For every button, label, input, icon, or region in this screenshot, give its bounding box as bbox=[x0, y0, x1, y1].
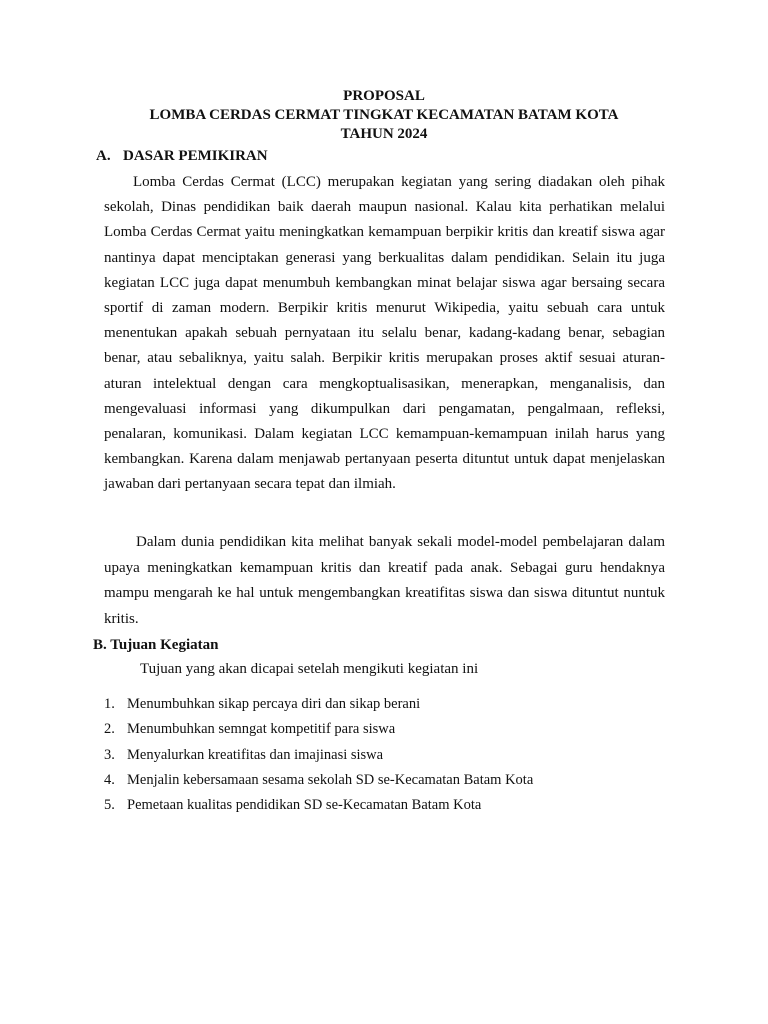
goal-list bbox=[104, 695, 533, 821]
document-title bbox=[0, 87, 768, 144]
section-a-paragraph-1: Lomba Cerdas Cermat (LCC) merupakan kegiatan yang sering diadakan oleh pihak sekolah, Dinas pendidikan baik daerah maupun nasional. Kalau kita perhatikan melalui Lomba Cerdas Cermat yaitu meningkatkan kemampuan berpikir kritis dan kreatif siswa agar nantinya dapat menciptakan generasi yang berkualitas dalam pendidikan. Selain itu juga kegiatan LCC juga dapat menumbuh kembangkan minat belajar siswa agar bersaing secara sportif di zaman modern. Berpikir kritis menurut Wikipedia, yaitu sebuah cara untuk menentukan apakah sebuah pernyataan itu selalu benar, kadang-kadang benar, sebagian benar, atau sebaliknya, yaitu salah. Berpikir kritis merupakan proses aktif sesuai aturan-aturan intelektual dengan cara mengkoptualisasikan, menerapkan, menganalisis, dan mengevaluasi informasi yang dikumpulkan dari pengamatan, pengalmaan, refleksi, penalaran, komunikasi. Dalam kegiatan LCC kemampuan-kemampuan inilah harus yang kembangkan. Karena dalam menjawab pertanyaan peserta dituntut untuk dapat menjelaskan jawaban dari pertanyaan secara tepat dan ilmiah. bbox=[104, 174, 665, 493]
list-item-number: 3. bbox=[104, 746, 115, 763]
list-item-number: 2. bbox=[104, 721, 115, 738]
title-line-proposal: PROPOSAL bbox=[343, 88, 425, 104]
list-item bbox=[104, 695, 533, 720]
list-item-number: 1. bbox=[104, 696, 115, 712]
list-item-text: Pemetaan kualitas pendidikan SD se-Kecamatan Batam Kota bbox=[127, 797, 482, 814]
list-item-text: Menjalin kebersamaan sesama sekolah SD se-Kecamatan Batam Kota bbox=[127, 771, 534, 788]
section-a-paragraph-2: Dalam dunia pendidikan kita melihat banyak sekali model-model pembelajaran dalam upaya meningkatkan kemampuan kritis dan kreatif pada anak. Sebagai guru hendaknya mampu mengarah ke hal untuk mengembangkan kreatifitas siswa dan siswa dituntut nuntuk kritis. bbox=[104, 534, 665, 627]
list-item-text: Menumbuhkan semngat kompetitif para siswa bbox=[127, 721, 396, 738]
section-a-number: A. bbox=[96, 148, 111, 164]
list-item bbox=[104, 720, 533, 745]
section-a-title: DASAR PEMIKIRAN bbox=[123, 148, 268, 164]
list-item-number: 4. bbox=[104, 771, 115, 788]
list-item-number: 5. bbox=[104, 797, 115, 814]
list-item bbox=[104, 746, 533, 771]
title-line-event: LOMBA CERDAS CERMAT TINGKAT KECAMATAN BATAM KOTA bbox=[149, 107, 619, 123]
list-item bbox=[104, 771, 533, 796]
title-line-year: TAHUN 2024 bbox=[340, 126, 428, 142]
list-item-text: Menyalurkan kreatifitas dan imajinasi siswa bbox=[127, 746, 384, 763]
list-item bbox=[104, 796, 533, 821]
section-b-intro: Tujuan yang akan dicapai setelah mengikuti kegiatan ini bbox=[140, 661, 479, 677]
list-item-text: Menumbuhkan sikap percaya diri dan sikap berani bbox=[127, 696, 421, 712]
section-b-heading: B. Tujuan Kegiatan bbox=[93, 637, 219, 653]
section-a-heading bbox=[96, 147, 268, 166]
